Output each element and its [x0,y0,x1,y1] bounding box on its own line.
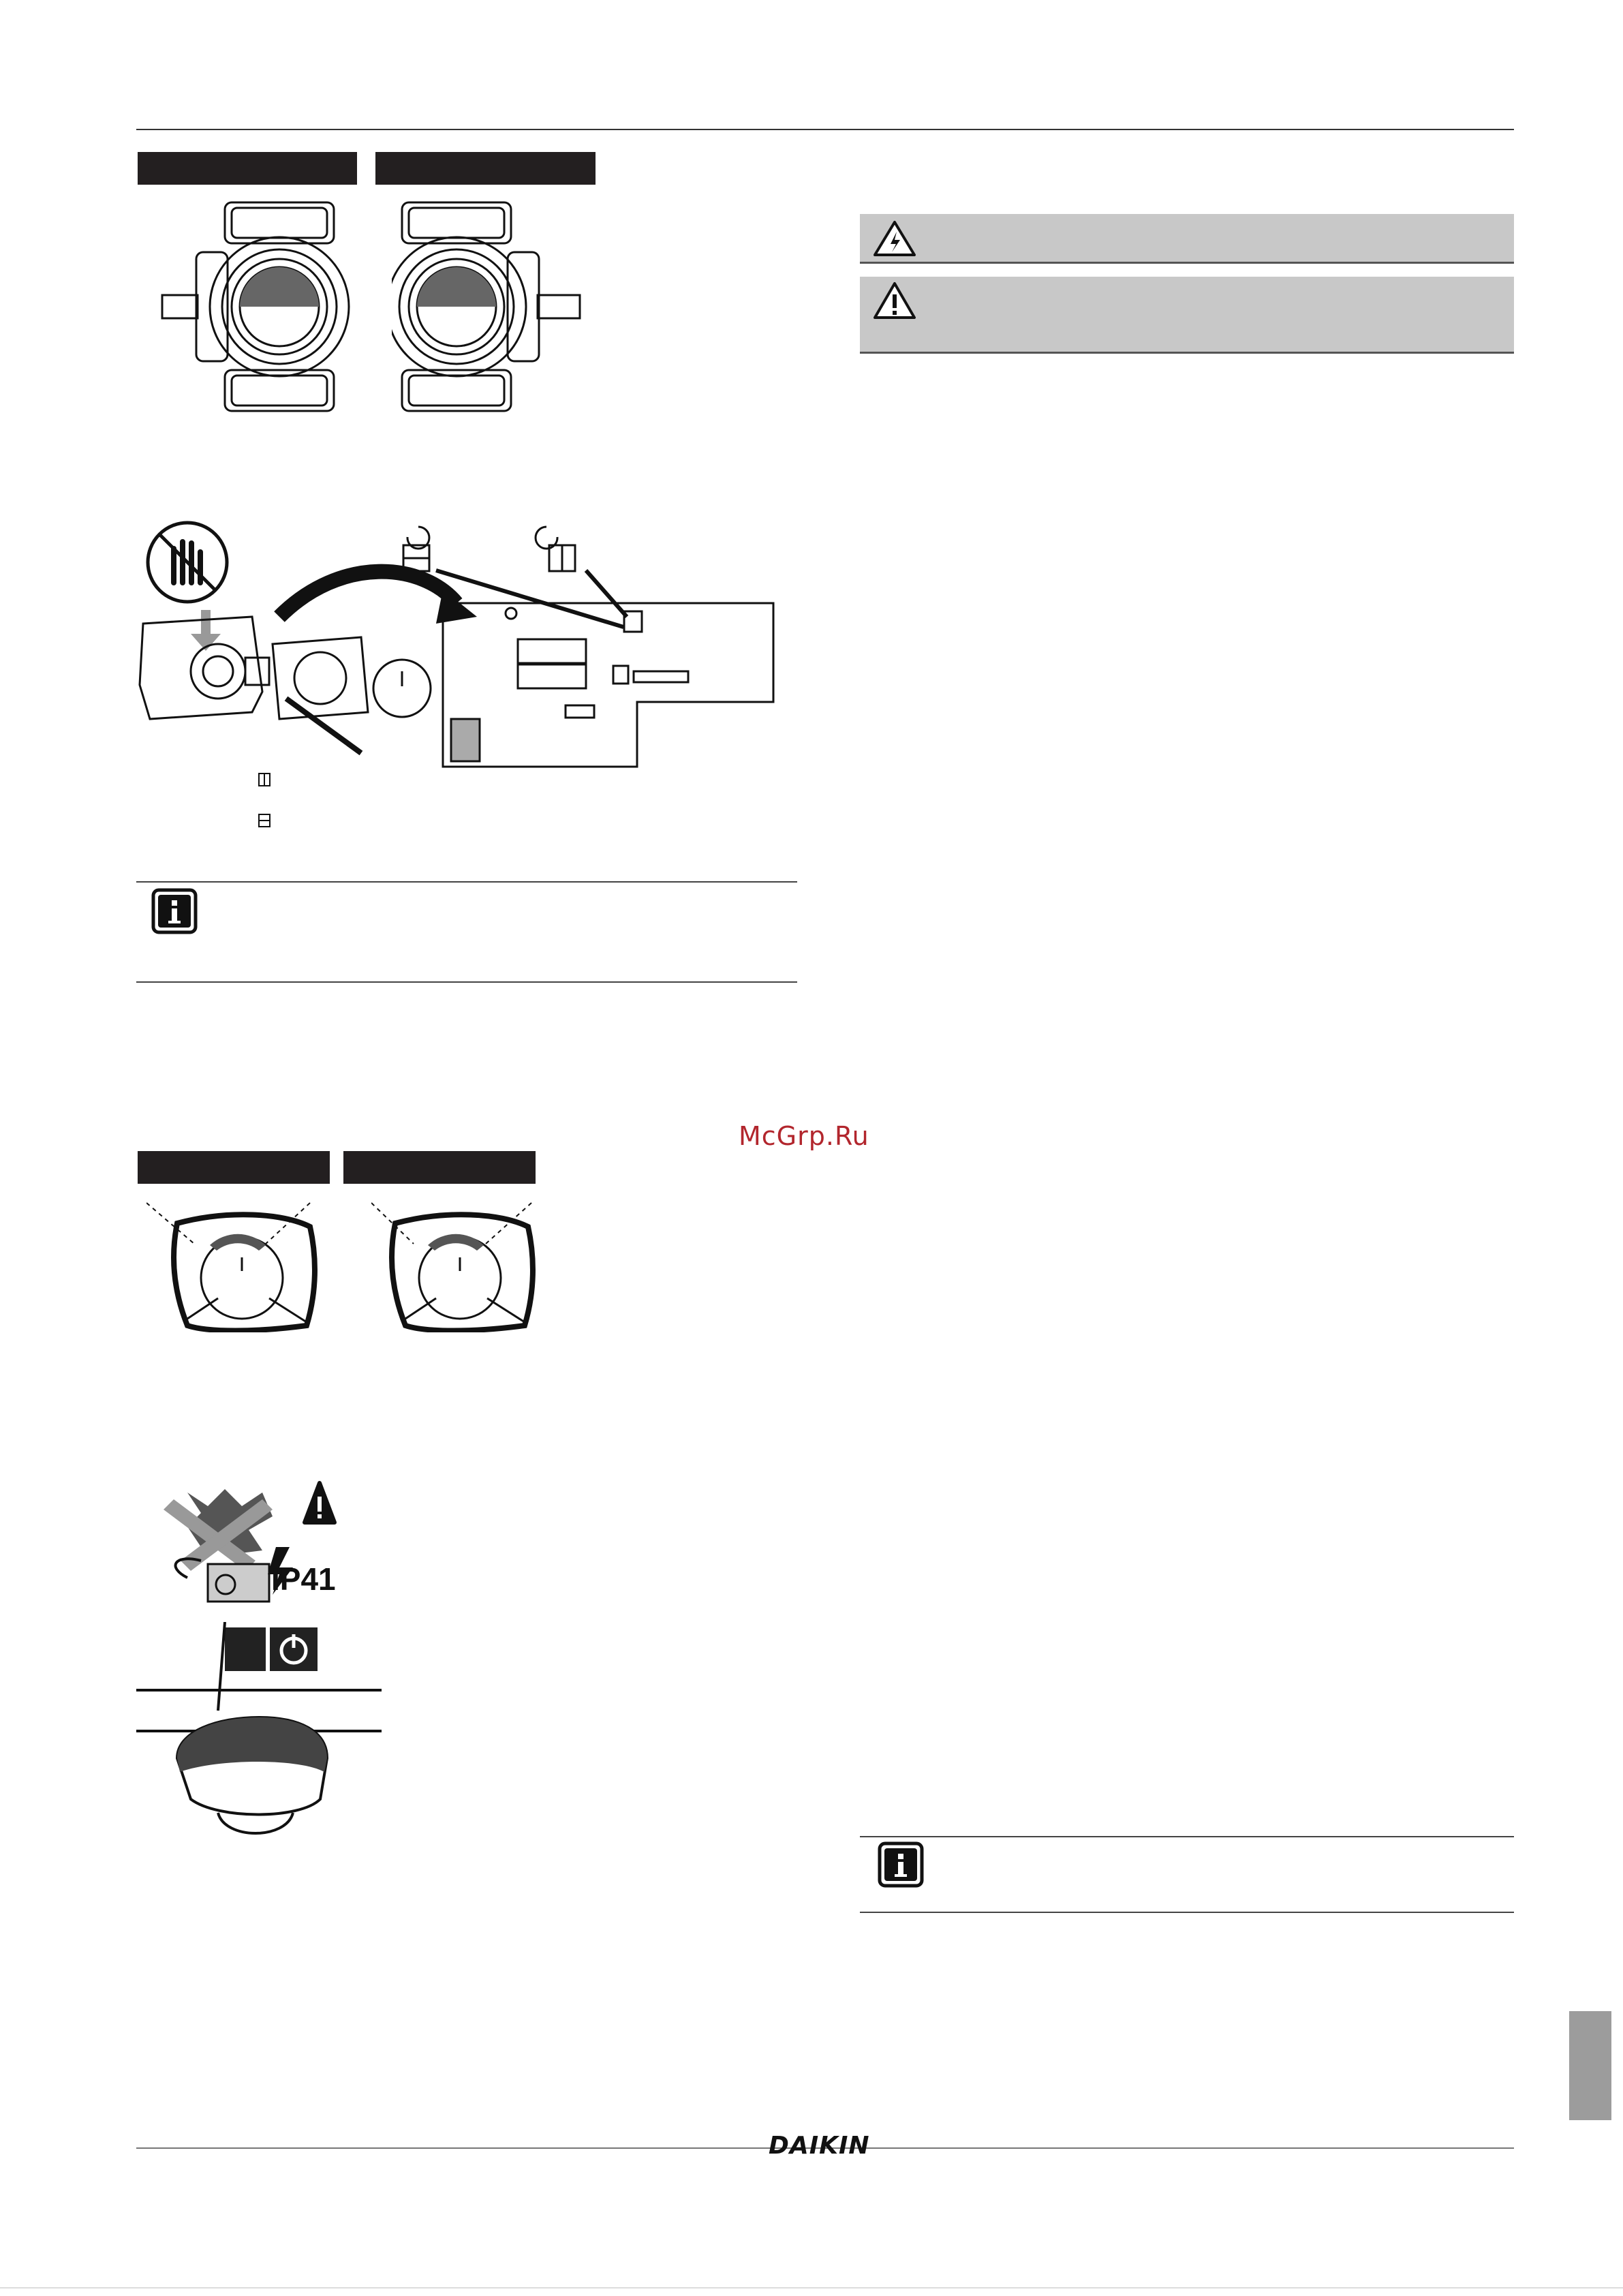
figure-header-bar-left-2 [138,1151,330,1184]
page-bottom-edge [0,2287,1623,2289]
power-icon [270,1627,318,1671]
info-icon [151,888,198,934]
info-icon [878,1841,924,1888]
warning-icon [305,1483,335,1522]
rotate-cw-icon [536,527,575,571]
warning-icon [872,281,917,320]
knob-position-illustration-right [371,1196,548,1332]
figure-header-bar-right-2 [343,1151,536,1184]
valve-body-illustration-left [157,194,361,419]
info-block-right-bottom-rule [860,1912,1514,1913]
figure-header-bar-right [375,152,596,185]
daikin-logo: DAIKIN [769,2132,870,2160]
ip-rating-label: IP41 [271,1561,336,1597]
electric-hazard-icon [872,219,917,258]
warning-band [860,277,1514,354]
info-block-right-top-rule [860,1836,1514,1837]
info-block-bottom-rule [136,981,797,983]
rotate-ccw-icon [403,527,429,571]
no-hand-icon [148,523,227,602]
knob-position-illustration-left [146,1196,324,1332]
figure-header-bar-left [138,152,357,185]
header-rule [136,129,1514,130]
side-chapter-tab [1569,2011,1611,2120]
danger-electrical-band [860,214,1514,264]
actuator-on-pipe-illustration [136,1622,382,1854]
valve-body-illustration-right [392,194,596,419]
watermark: McGrp.Ru [739,1121,869,1151]
info-block-top-rule [136,881,797,883]
actuator-pcb-illustration [136,515,790,835]
